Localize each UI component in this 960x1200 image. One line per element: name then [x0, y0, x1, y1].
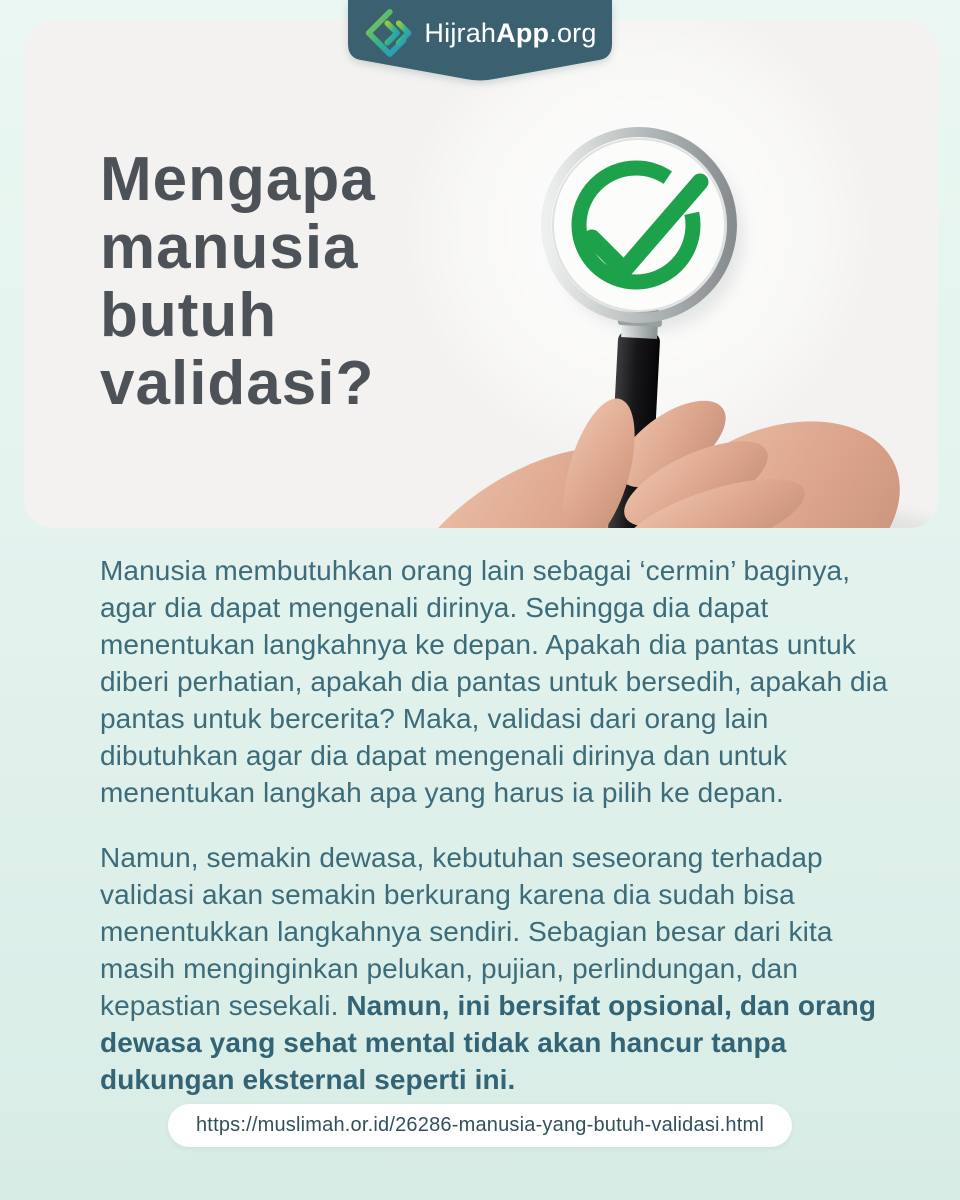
brand-name-suffix: .org [549, 17, 597, 48]
title-line: manusia [100, 213, 359, 282]
paragraph-1: Manusia membutuhkan orang lain sebagai ‘cermin’ baginya, agar dia dapat mengenali dirinya. Sehingga dia dapat menentukan langkahnya ke depan. Apakah dia pantas untuk diberi perhatian, apakah dia pantas untuk bersedih, apakah dia pantas untuk bercerita? Maka, validasi dari orang lain dibutuhkan agar dia dapat mengenali dirinya dan untuk menentukan langkah apa yang harus ia pilih ke depan. [100, 555, 888, 808]
article-body [100, 552, 900, 1098]
brand-name-bold: App [496, 17, 550, 48]
source-url-text: https://muslimah.or.id/26286-manusia-yang-butuh-validasi.html [195, 1114, 765, 1136]
title-line: butuh [100, 281, 278, 350]
brand-name [424, 18, 596, 49]
brand-badge [348, 0, 612, 84]
title-line: Mengapa [100, 145, 376, 214]
title-line: validasi? [100, 349, 375, 418]
brand-name-regular: Hijrah [424, 17, 497, 48]
paragraph-2-regular: Namun, semakin dewasa, kebutuhan seseorang terhadap validasi akan semakin berkurang karena dia sudah bisa menentukkan langkahnya sendiri. Sebagian besar dari kita masih menginginkan pelukan, pujian, perlindungan, dan kepastian sesekali. [100, 842, 833, 1021]
page-title [100, 146, 376, 418]
paragraph-2 [100, 839, 900, 1098]
paragraph-2-bold: Namun, ini bersifat opsional, dan orang dewasa yang sehat mental tidak akan hancur tanpa dukungan eksternal seperti ini. [100, 990, 877, 1095]
hijrahapp-logo-icon [363, 7, 415, 59]
hero-card [24, 17, 938, 528]
source-url-pill[interactable] [168, 1104, 792, 1147]
